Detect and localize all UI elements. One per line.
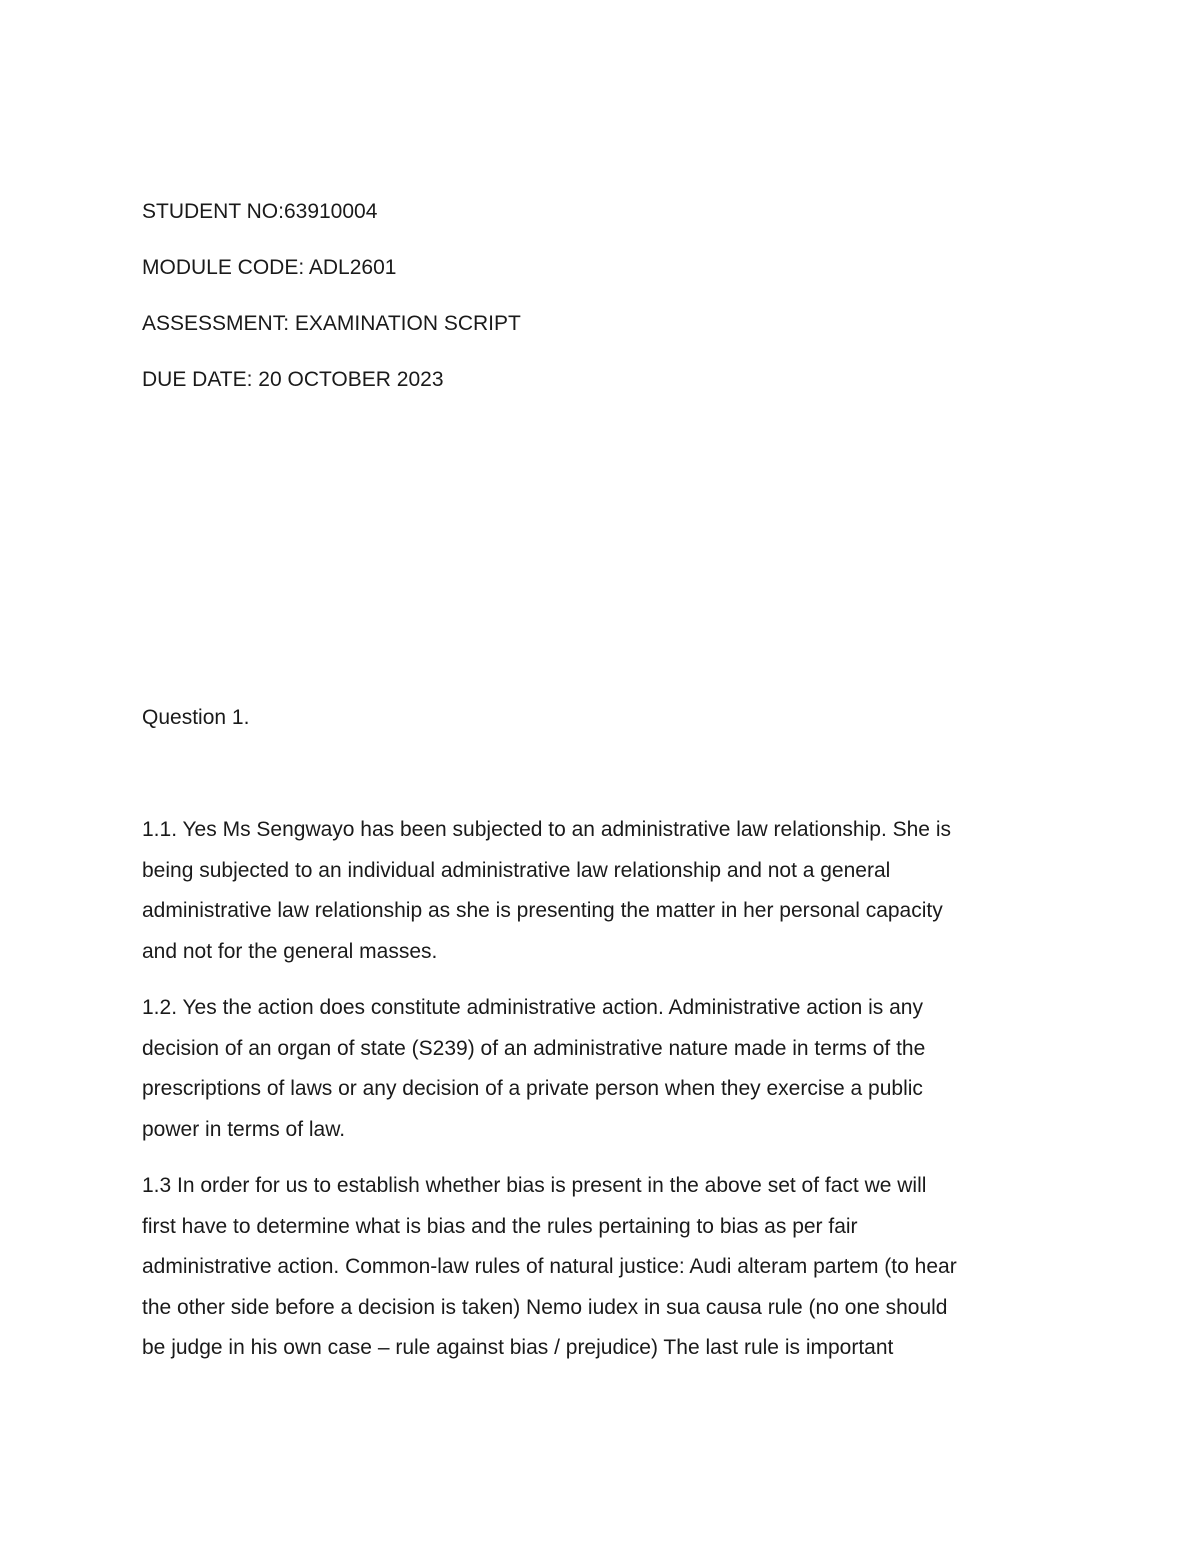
answer-line: and not for the general masses. [142, 939, 438, 963]
answer-line: first have to determine what is bias and the rules pertaining to bias as per fair [142, 1214, 858, 1238]
module-code: MODULE CODE: ADL2601 [142, 256, 397, 279]
due-date: DUE DATE: 20 OCTOBER 2023 [142, 368, 444, 391]
answer-line: the other side before a decision is taken) Nemo iudex in sua causa rule (no one should [142, 1295, 948, 1319]
answer-line: being subjected to an individual administrative law relationship and not a general [142, 858, 891, 882]
student-number: STUDENT NO:63910004 [142, 200, 378, 223]
answer-line: 1.3 In order for us to establish whether bias is present in the above set of fact we will [142, 1174, 927, 1197]
assessment-type: ASSESSMENT: EXAMINATION SCRIPT [142, 312, 521, 335]
answer-line: administrative action. Common-law rules of natural justice: Audi alteram partem (to hear [142, 1255, 957, 1278]
question-title: Question 1. [142, 706, 250, 729]
answer-line: 1.1. Yes Ms Sengwayo has been subjected to an administrative law relationship. She is [142, 818, 951, 841]
answer-line: 1.2. Yes the action does constitute administrative action. Administrative action is any [142, 996, 923, 1019]
answer-1-3 [142, 1166, 1072, 1369]
answer-line: administrative law relationship as she is presenting the matter in her personal capacity [142, 899, 943, 922]
answer-1-1 [142, 810, 1072, 972]
answer-line: power in terms of law. [142, 1117, 346, 1141]
answer-line: be judge in his own case – rule against bias / prejudice) The last rule is important [142, 1336, 894, 1359]
answer-line: decision of an organ of state (S239) of an administrative nature made in terms of the [142, 1036, 926, 1060]
answer-1-2 [142, 988, 1072, 1150]
answer-line: prescriptions of laws or any decision of a private person when they exercise a public [142, 1077, 923, 1100]
